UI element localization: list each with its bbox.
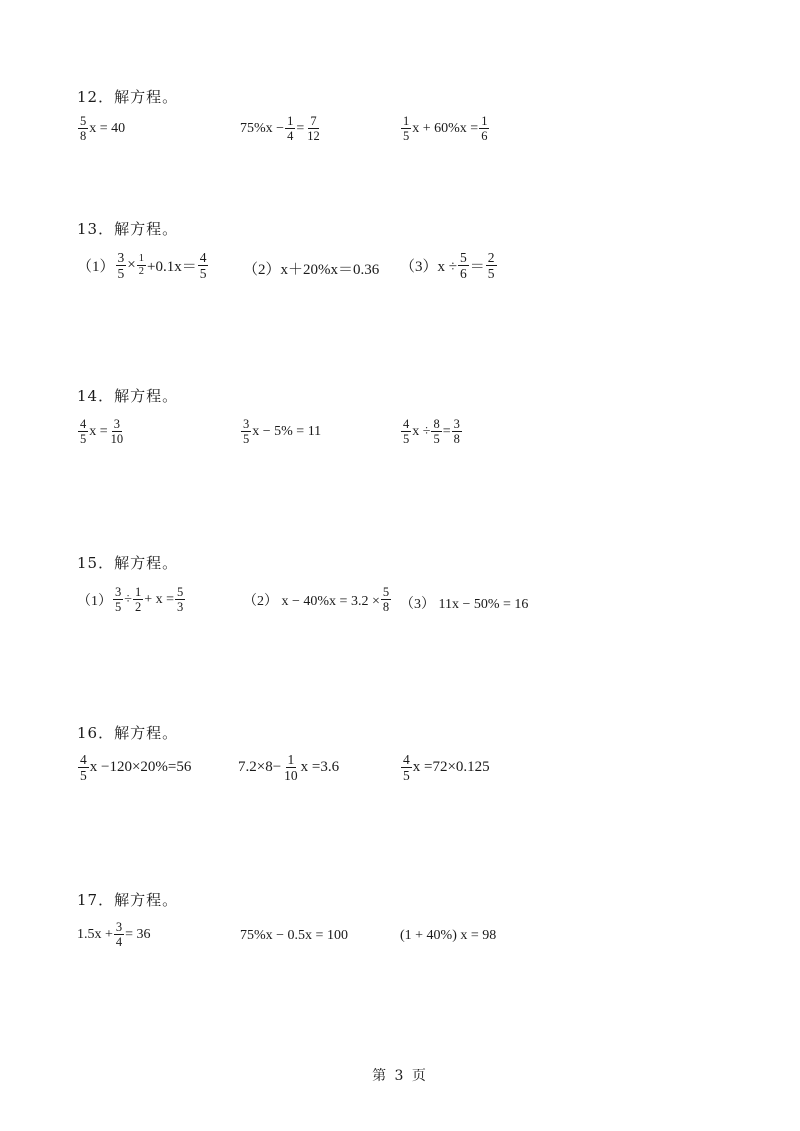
equation-14-1: $\frac{4}{5}$ x = $\frac{3}{10}$ <box>80 417 124 446</box>
problem-14-heading: 14．解方程。 <box>77 387 179 405</box>
problem-13-heading: 13．解方程。 <box>77 220 179 238</box>
equation-16-3: $\frac{4}{5}$ x =72×0.125 <box>403 752 490 783</box>
equation-13-1: （1） $\frac{3}{5}$ × $\frac{1}{2}$ +0.1x＝ $\frac{4}{5}$ <box>77 250 207 281</box>
fraction: $\frac{3}{5}$ <box>115 585 122 614</box>
equation-15-2: （2） x − 40%x = 3.2 × $\frac{5}{8}$ <box>243 585 390 614</box>
equation-12-1: $\frac{5}{8}$ x = 40 <box>80 114 126 143</box>
fraction: $\frac{1}{6}$ <box>481 114 488 143</box>
problem-12-heading: 12．解方程。 <box>77 88 179 106</box>
fraction: $\frac{1}{2}$ <box>134 585 142 614</box>
fraction: $\frac{3}{4}$ <box>115 920 123 949</box>
problem-15-heading: 15．解方程。 <box>77 554 179 572</box>
fraction: $\frac{5}{3}$ <box>176 585 184 614</box>
fraction: $\frac{4}{5}$ <box>80 752 87 783</box>
equation-17-3: (1 + 40%) x = 98 <box>400 928 497 943</box>
equation-16-1: $\frac{4}{5}$ x −120×20%=56 <box>80 752 192 783</box>
page-number: 第 3 页 <box>372 1068 428 1084</box>
equation-13-3: （3）x ÷ $\frac{5}{6}$ ＝ $\frac{2}{5}$ <box>400 250 495 281</box>
equation-14-3: $\frac{4}{5}$ x ÷ $\frac{8}{5}$ = $\frac{3}{8}$ <box>403 417 460 446</box>
fraction: $\frac{5}{6}$ <box>459 250 467 281</box>
equation-16-2: 7.2×8− $\frac{1}{10}$ x =3.6 <box>238 752 340 783</box>
fraction: $\frac{5}{8}$ <box>382 585 390 614</box>
equation-13-2: （2）x＋20%x＝0.36 <box>243 262 380 278</box>
fraction: $\frac{4}{5}$ <box>199 250 207 281</box>
fraction: $\frac{8}{5}$ <box>433 417 440 446</box>
fraction: $\frac{3}{5}$ <box>117 250 125 281</box>
fraction: $\frac{3}{5}$ <box>243 417 250 446</box>
equation-12-3: $\frac{1}{5}$ x + 60%x = $\frac{1}{6}$ <box>403 114 488 143</box>
equation-12-2: 75%x − $\frac{1}{4}$ = $\frac{7}{12}$ <box>240 114 320 143</box>
equation-17-2: 75%x − 0.5x = 100 <box>240 928 348 943</box>
equation-15-3: （3） 11x − 50% = 16 <box>400 597 529 612</box>
equation-17-1: 1.5x + $\frac{3}{4}$ = 36 <box>77 920 151 949</box>
fraction: $\frac{1}{2}$ <box>138 253 144 277</box>
equation-15-1: （1） $\frac{3}{5}$ ÷ $\frac{1}{2}$ + x = $\frac{5}{3}$ <box>77 585 184 614</box>
fraction: $\frac{4}{5}$ <box>403 417 410 446</box>
fraction: $\frac{5}{8}$ <box>80 114 87 143</box>
fraction: $\frac{1}{5}$ <box>403 114 410 143</box>
fraction: $\frac{4}{5}$ <box>80 417 87 446</box>
fraction: $\frac{1}{10}$ <box>284 752 298 783</box>
fraction: $\frac{3}{8}$ <box>453 417 460 446</box>
fraction: $\frac{2}{5}$ <box>487 250 495 281</box>
fraction: $\frac{3}{10}$ <box>110 417 124 446</box>
fraction: $\frac{1}{4}$ <box>287 114 294 143</box>
problem-16-heading: 16．解方程。 <box>77 724 179 742</box>
fraction: $\frac{4}{5}$ <box>403 752 410 783</box>
equation-14-2: $\frac{3}{5}$ x − 5% = 11 <box>243 417 322 446</box>
fraction: $\frac{7}{12}$ <box>307 114 320 143</box>
problem-17-heading: 17．解方程。 <box>77 891 179 909</box>
